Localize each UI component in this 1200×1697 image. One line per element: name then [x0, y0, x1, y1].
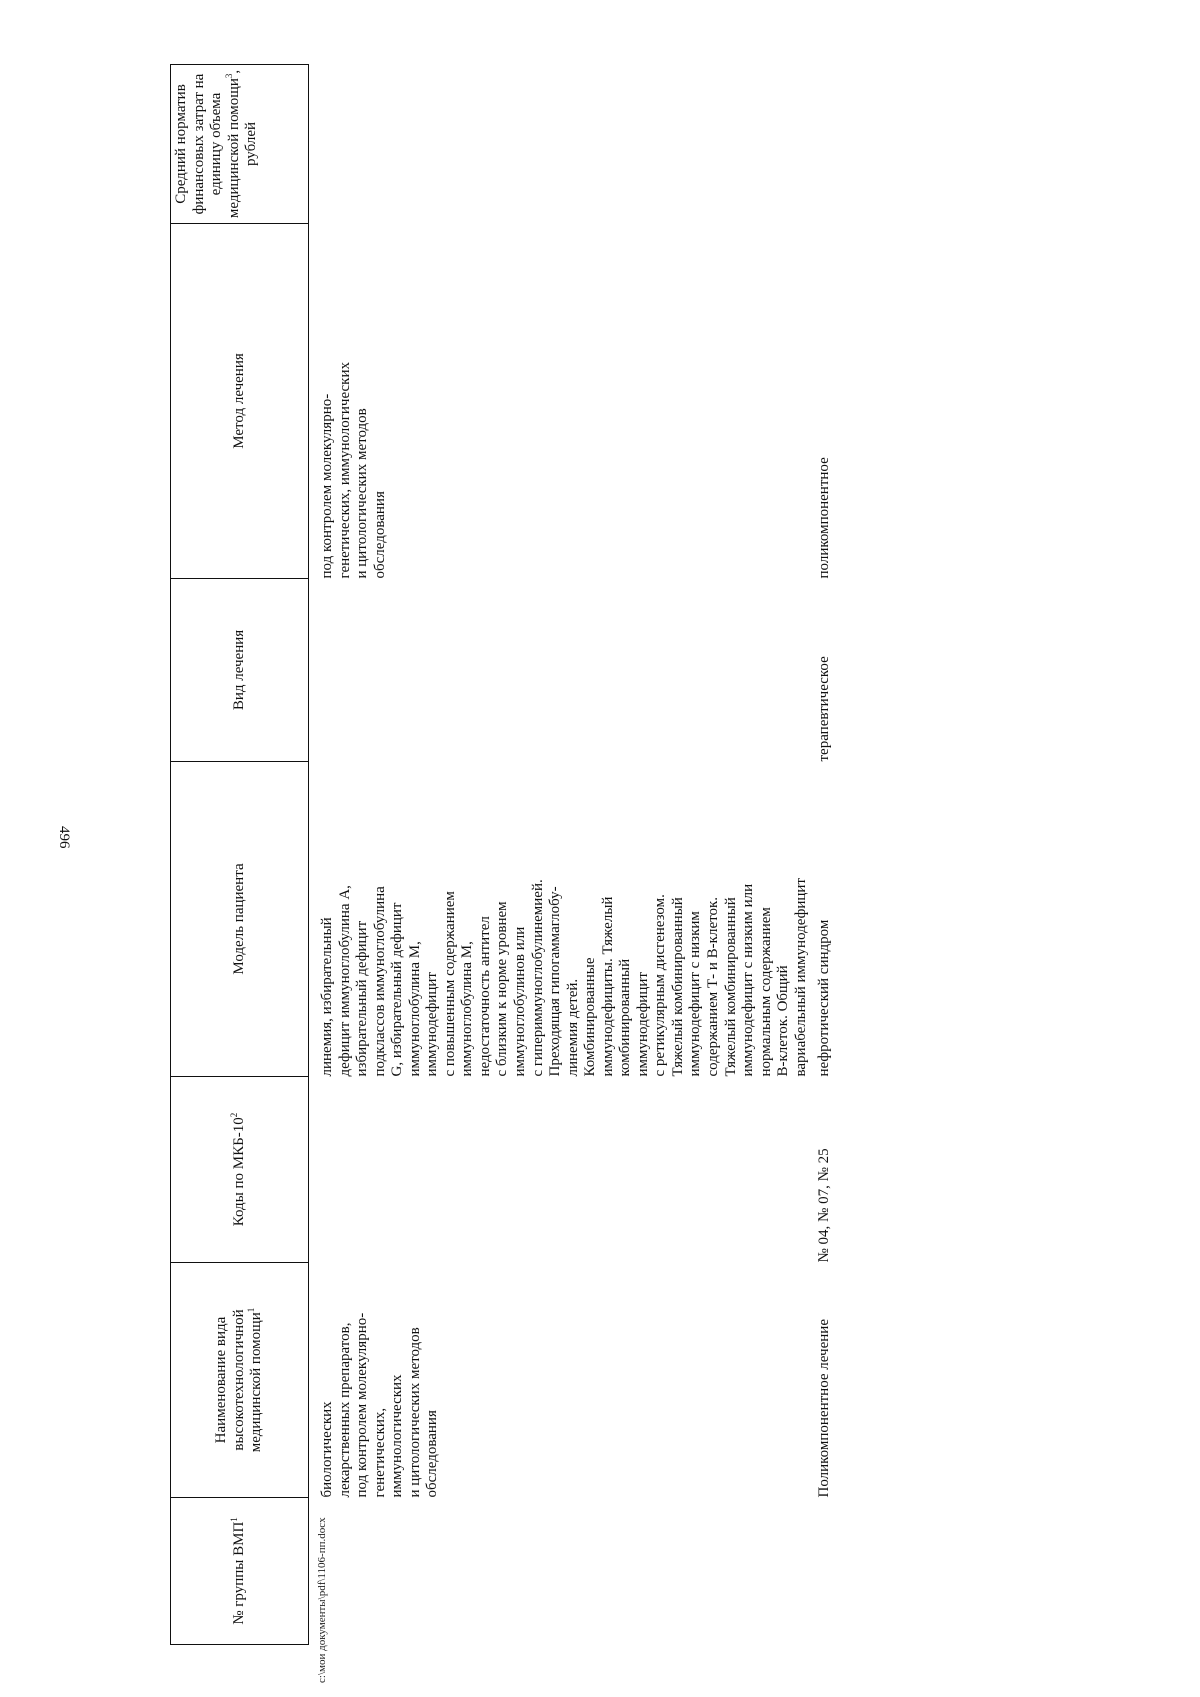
cell-name: биологических лекарственных препаратов, под контролем молекулярно- генетических, иммунологических и цитологических методов обследования	[319, 1312, 441, 1498]
cell-codes: № 04, № 07, № 25	[816, 1148, 833, 1263]
cell-cost	[309, 65, 811, 224]
page-number: 496	[56, 826, 72, 849]
header-icd-codes: Коды по МКБ-$10^2$	[171, 1077, 309, 1263]
footer-file-path: c:\мои документы\pdf\1106-пп.docx	[316, 1517, 328, 1683]
cell-codes	[309, 1077, 811, 1263]
header-care-type-name: Наименование вида высокотехнологичной медицинской помощи$^1$	[171, 1263, 309, 1498]
table-row	[309, 65, 811, 1645]
header-average-cost: Средний норматив финансовых затрат на единицу объема медицинской помощи$^3$, рублей	[171, 65, 309, 224]
table-header-row	[171, 65, 309, 1645]
vmp-table	[170, 64, 834, 1645]
cell-model: нефротический синдром	[816, 919, 833, 1077]
header-patient-model: Модель пациента	[171, 762, 309, 1077]
cell-method: поликомпонентное	[816, 457, 833, 579]
cell-group	[309, 1498, 811, 1645]
rotated-page-content	[170, 65, 1040, 1645]
cell-cost	[810, 65, 834, 224]
cell-group	[810, 1498, 834, 1645]
cell-name: Поликомпонентное лечение	[816, 1319, 833, 1498]
header-treatment-method: Метод лечения	[171, 224, 309, 579]
cell-method: под контролем молекулярно- генетических, иммунологических и цитологических методов обследования	[319, 362, 388, 579]
cell-kind	[309, 579, 811, 762]
table-row	[810, 65, 834, 1645]
header-group-number: № группы ВМП$^1$	[171, 1498, 309, 1645]
cell-kind: терапевтическое	[816, 656, 833, 762]
header-treatment-kind: Вид лечения	[171, 579, 309, 762]
cell-model: линемия, избирательный дефицит иммуноглобулина А, избирательный дефицит подклассов иммуноглобулина G, избирательный дефицит иммуноглобулина М, иммунодефицит с повышенным содержанием иммуноглобулина М, недостаточность антител с близким к норме уровнем иммуноглобулинов или с гипериммуноглобулинемией. Преходящая гипогаммаглобу- линемия детей. Комбинированные иммунодефициты. Тяжелый комбинированный иммунодефицит с ретикулярным дисгенезом. Тяжелый комбинированный иммунодефицит с низким содержанием Т- и В-клеток. Тяжелый комбинированный иммунодефицит с низким или нормальным содержанием В-клеток. Общий вариабельный иммунодефицит	[319, 878, 809, 1077]
